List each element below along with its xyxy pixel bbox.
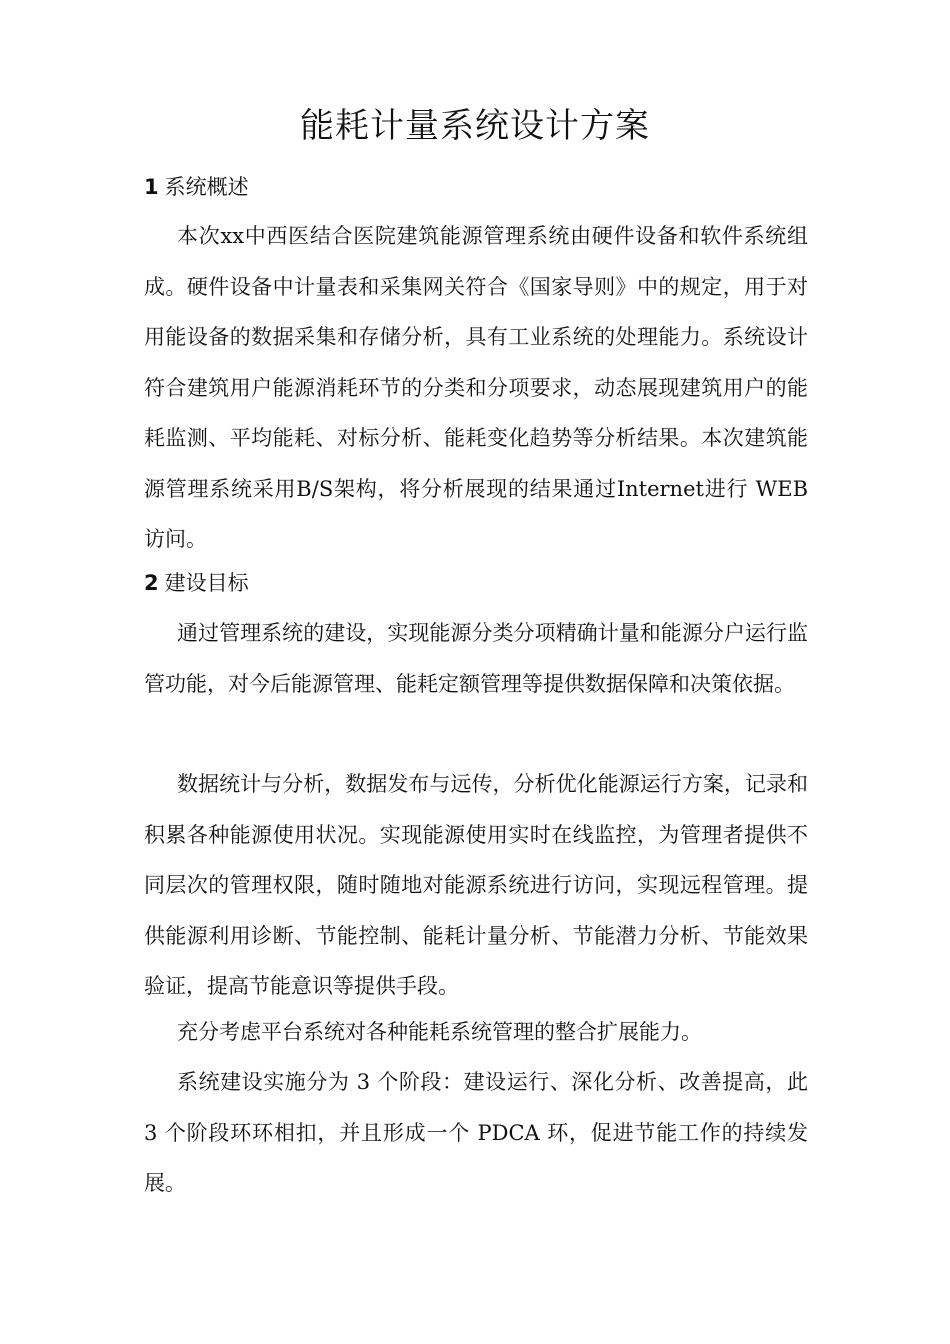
- section-number: 1: [144, 175, 159, 199]
- section-heading-2: [144, 566, 249, 600]
- section-heading-1: [144, 170, 249, 204]
- paragraph: 通过管理系统的建设，实现能源分类分项精确计量和能源分户运行监管功能，对今后能源管理、能耗定额管理等提供数据保障和决策依据。: [144, 621, 808, 696]
- paragraph: 充分考虑平台系统对各种能耗系统管理的整合扩展能力。: [177, 1020, 702, 1044]
- paragraph: 数据统计与分析，数据发布与远传，分析优化能源运行方案，记录和积累各种能源使用状况。实现能源使用实时在线监控，为管理者提供不同层次的管理权限，随时随地对能源系统进行访问，实现远程管理。提供能源利用诊断、节能控制、能耗计量分析、节能潜力分析、节能效果验证，提高节能意识等提供手段。: [144, 772, 808, 998]
- section-heading-text: 建设目标: [164, 571, 249, 595]
- section-number: 2: [144, 571, 159, 595]
- paragraph: 系统建设实施分为 3 个阶段：建设运行、深化分析、改善提高，此 3 个阶段环环相扣，并且形成一个 PDCA 环，促进节能工作的持续发展。: [144, 1070, 808, 1195]
- document-title: 能耗计量系统设计方案: [300, 106, 650, 146]
- section-heading-text: 系统概述: [164, 175, 249, 199]
- paragraph: 本次xx中西医结合医院建筑能源管理系统由硬件设备和软件系统组成。硬件设备中计量表和采集网关符合《国家导则》中的规定，用于对用能设备的数据采集和存储分析，具有工业系统的处理能力。系统设计符合建筑用户能源消耗环节的分类和分项要求，动态展现建筑用户的能耗监测、平均能耗、对标分析、能耗变化趋势等分析结果。本次建筑能源管理系统采用B/S架构，将分析展现的结果通过Internet进行 WEB 访问。: [144, 224, 808, 551]
